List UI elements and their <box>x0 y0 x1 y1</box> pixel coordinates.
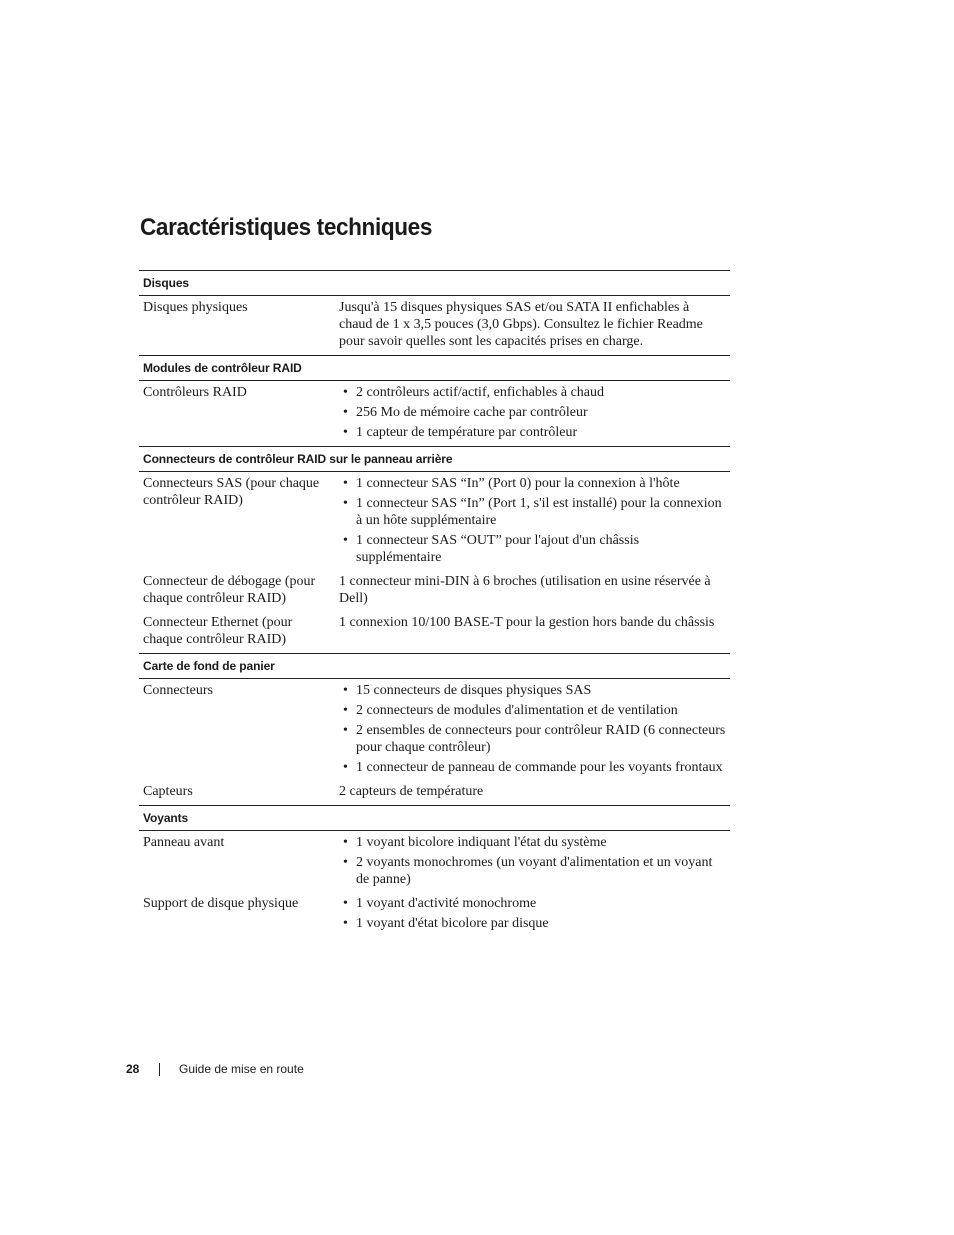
spec-value: Jusqu'à 15 disques physiques SAS et/ou SATA II enfichables à chaud de 1 x 3,5 pouces (3,0 Gbps). Consultez le fichier Readme pour savoir quelles sont les capacités prises en charge. <box>335 296 730 356</box>
list-item: • 1 connecteur SAS “In” (Port 1, s'il est installé) pour la connexion à un hôte supplémentaire <box>339 495 726 529</box>
spec-label: Disques physiques <box>139 296 335 356</box>
table-row <box>139 679 730 781</box>
spec-label: Capteurs <box>139 780 335 806</box>
specifications-table <box>139 270 730 936</box>
section-header-row <box>139 271 730 296</box>
section-header-row <box>139 654 730 679</box>
spec-label: Contrôleurs RAID <box>139 381 335 447</box>
footer-document-title: Guide de mise en route <box>179 1062 304 1076</box>
list-item: • 1 voyant bicolore indiquant l'état du système <box>339 834 726 851</box>
list-item: • 2 ensembles de connecteurs pour contrôleur RAID (6 connecteurs pour chaque contrôleur) <box>339 722 726 756</box>
page-title: Caractéristiques techniques <box>140 214 433 241</box>
spec-value <box>335 472 730 571</box>
page-number: 28 <box>126 1062 140 1076</box>
table-row <box>139 296 730 356</box>
list-item: • 1 connecteur de panneau de commande pour les voyants frontaux <box>339 759 726 776</box>
list-item: • 1 connecteur SAS “OUT” pour l'ajout d'un châssis supplémentaire <box>339 532 726 566</box>
table-row <box>139 472 730 571</box>
spec-value: 1 connecteur mini-DIN à 6 broches (utilisation en usine réservée à Dell) <box>339 574 711 606</box>
section-header-row <box>139 806 730 831</box>
list-item: • 1 voyant d'activité monochrome <box>339 895 726 912</box>
spec-bullet-list <box>339 895 726 932</box>
list-item: • 2 voyants monochromes (un voyant d'alimentation et un voyant de panne) <box>339 854 726 888</box>
section-heading: Voyants <box>139 806 730 831</box>
footer-separator <box>159 1063 160 1076</box>
list-item: • 1 voyant d'état bicolore par disque <box>339 915 726 932</box>
list-item: • 1 connecteur SAS “In” (Port 0) pour la connexion à l'hôte <box>339 475 726 492</box>
spec-value: 2 capteurs de température <box>335 780 730 806</box>
table-row <box>139 780 730 806</box>
section-header-row <box>139 356 730 381</box>
table-row <box>139 892 730 936</box>
spec-value: 1 connexion 10/100 BASE-T pour la gestion hors bande du châssis <box>335 611 730 654</box>
spec-value <box>335 381 730 447</box>
spec-value <box>335 831 730 893</box>
section-heading: Modules de contrôleur RAID <box>139 356 730 381</box>
list-item: • 1 capteur de température par contrôleur <box>339 424 726 441</box>
spec-value <box>335 892 730 936</box>
spec-label: Connecteurs <box>143 683 213 698</box>
section-header-row <box>139 447 730 472</box>
table-row <box>139 611 730 654</box>
list-item: • 2 connecteurs de modules d'alimentation et de ventilation <box>339 702 726 719</box>
spec-bullet-list <box>339 682 726 776</box>
list-item: • 15 connecteurs de disques physiques SAS <box>339 682 726 699</box>
page-footer <box>126 1062 304 1076</box>
spec-label: Panneau avant <box>143 835 225 850</box>
spec-label: Connecteur Ethernet (pour chaque contrôleur RAID) <box>139 611 335 654</box>
section-heading: Carte de fond de panier <box>139 654 730 679</box>
list-item: • 256 Mo de mémoire cache par contrôleur <box>339 404 726 421</box>
section-heading: Connecteurs de contrôleur RAID sur le panneau arrière <box>139 447 730 472</box>
spec-bullet-list <box>339 384 726 441</box>
table-row <box>139 831 730 893</box>
table-row <box>139 381 730 447</box>
spec-label: Connecteurs SAS (pour chaque contrôleur RAID) <box>143 476 320 508</box>
spec-bullet-list <box>339 475 726 566</box>
table-row <box>139 570 730 611</box>
spec-bullet-list <box>339 834 726 888</box>
spec-value <box>335 679 730 781</box>
spec-label: Connecteur de débogage (pour chaque contrôleur RAID) <box>143 574 316 606</box>
spec-label: Support de disque physique <box>143 896 299 911</box>
section-heading: Disques <box>139 271 730 296</box>
list-item: • 2 contrôleurs actif/actif, enfichables à chaud <box>339 384 726 401</box>
